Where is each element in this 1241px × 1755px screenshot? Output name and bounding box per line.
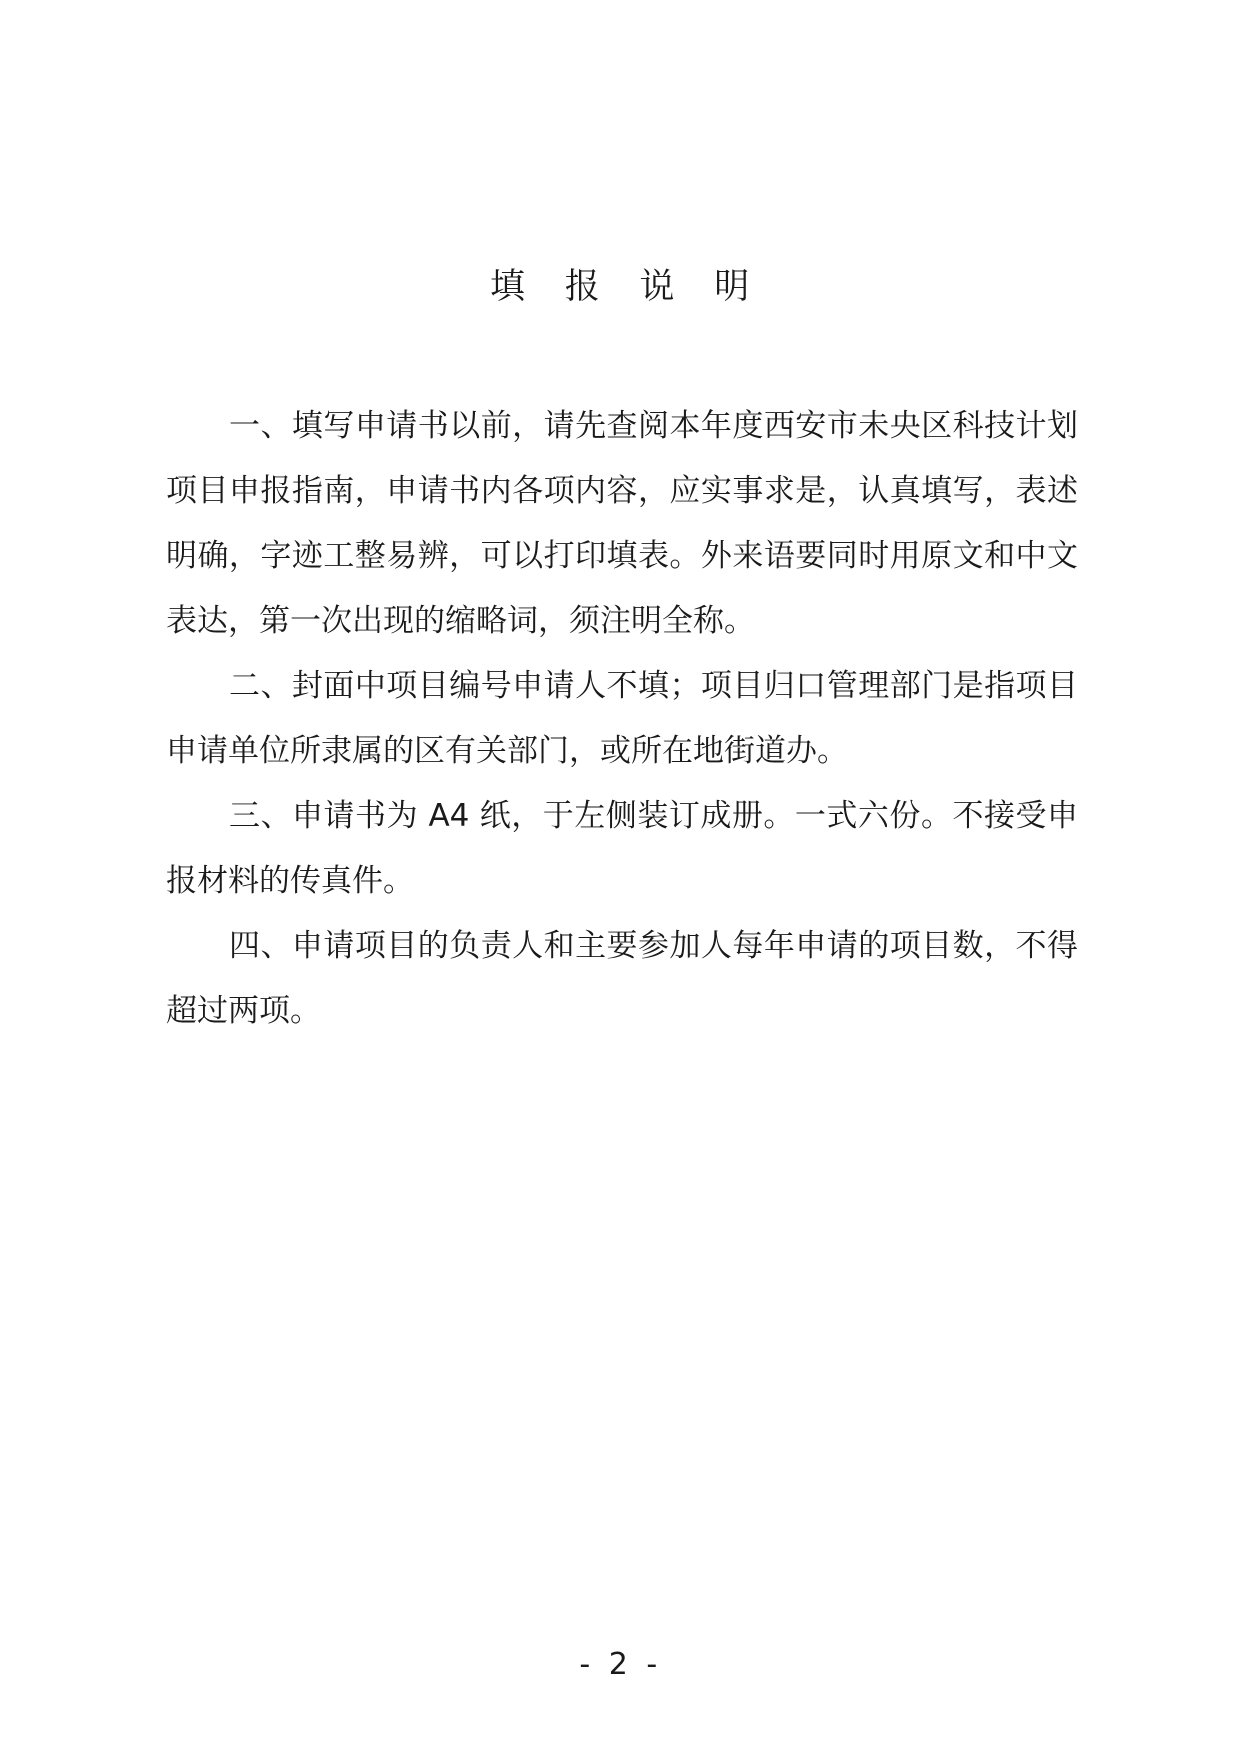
page-title: [0, 262, 1241, 312]
title-char: 报: [564, 267, 602, 307]
instruction-paragraph-3: 三、申请书为 A4 纸，于左侧装订成册。一式六份。不接受申报材料的传真件。: [166, 798, 1078, 899]
instruction-paragraph-1: 一、填写申请书以前，请先查阅本年度西安市未央区科技计划项目申报指南，申请书内各项内容，应实事求是，认真填写，表述明确，字迹工整易辨，可以打印填表。外来语要同时用原文和中文表达，第一次出现的缩略词，须注明全称。: [166, 408, 1078, 639]
instructions-body: [166, 394, 1078, 1044]
instruction-paragraph-4: 四、申请项目的负责人和主要参加人每年申请的项目数，不得超过两项。: [166, 928, 1078, 1029]
title-char: 填: [489, 267, 527, 307]
page-number: - 2 -: [579, 1647, 662, 1682]
instruction-paragraph-2: 二、封面中项目编号申请人不填；项目归口管理部门是指项目申请单位所隶属的区有关部门，或所在地街道办。: [166, 668, 1078, 769]
title-char: 说: [639, 267, 677, 307]
title-char: 明: [714, 267, 752, 307]
